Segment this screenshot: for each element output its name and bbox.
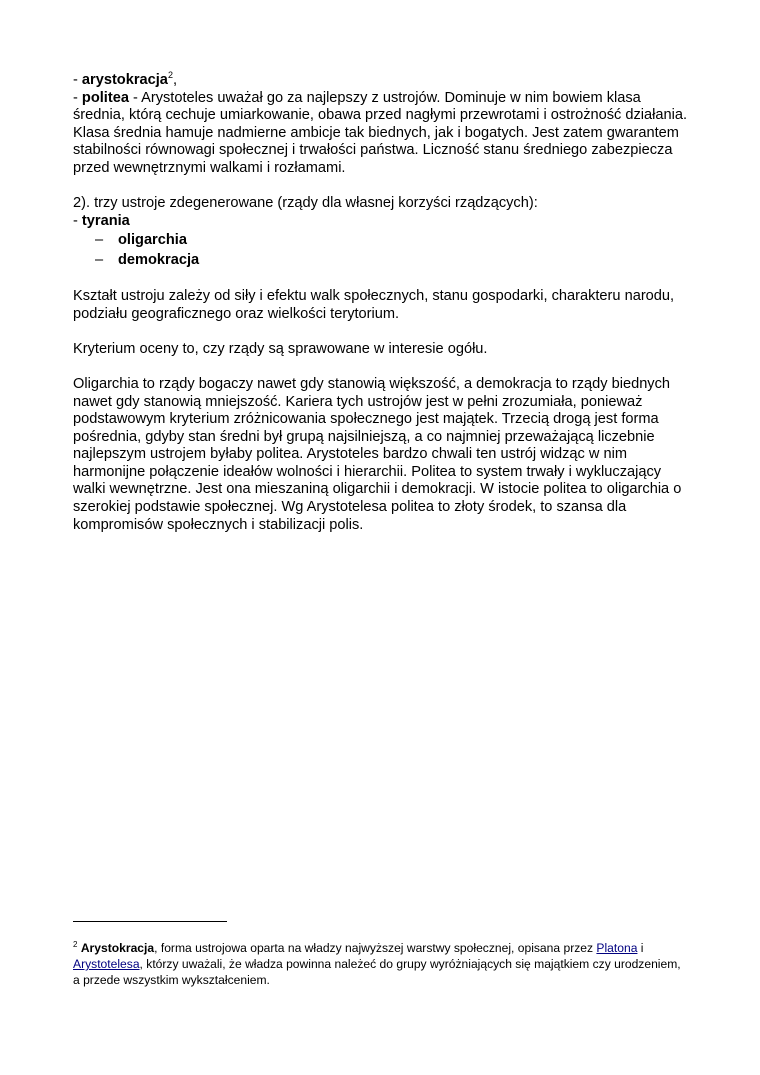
- paragraph-spacer: [73, 323, 689, 341]
- politea-description: - Arystoteles uważał go za najlepszy z ustrojów. Dominuje w nim bowiem klasa średnia, którą cechuje umiarkowanie, obawa przed nagłymi przewrotami i ostrożność działania. Klasa średnia hamuje nadmierne ambicje tak biednych, jak i bogatych. Jest zatem gwarantem stabilności równowagi społecznej i trwałości państwa. Liczność stanu średniego zabezpiecza przed wewnętrznymi walkami i rozłamami.: [73, 89, 688, 176]
- aristocracy-line: [73, 72, 689, 90]
- paragraph-spacer: [73, 178, 689, 196]
- paragraph-spacer: [73, 358, 689, 376]
- dash-prefix: -: [73, 212, 82, 229]
- list-dash: –: [95, 232, 104, 249]
- politea-term: politea: [81, 89, 129, 106]
- paragraph-criterion: Kryterium oceny to, czy rządy są sprawowane w interesie ogółu.: [73, 340, 488, 357]
- dash-prefix: -: [73, 72, 82, 88]
- line-suffix: ,: [172, 72, 178, 88]
- tyrania-line: [73, 213, 689, 231]
- list-item-demokracja: [73, 250, 689, 270]
- aristocracy-term: arystokracja: [81, 72, 168, 88]
- footnote-text: i: [637, 941, 644, 955]
- footnote-term: Arystokracja: [80, 941, 155, 955]
- list-item-label: oligarchia: [118, 232, 187, 249]
- paragraph-system-shape: Kształt ustroju zależy od siły i efektu walk społecznych, stanu gospodarki, charakteru narodu, podziału geograficznego oraz wielkości terytorium.: [73, 287, 675, 322]
- footnote-separator: [73, 921, 227, 922]
- list-item-oligarchia: [73, 230, 689, 250]
- footnote-text: , którzy uważali, że władza powinna należeć do grupy wyróżniających się majątkiem czy urodzeniem, a przede wszystkim wykształceniem.: [73, 957, 681, 988]
- list-dash: –: [95, 252, 104, 269]
- footnote-text: , forma ustrojowa oparta na władzy najwyższej warstwy społecznej, opisana przez: [154, 941, 597, 955]
- footnote-number: 2: [73, 939, 78, 949]
- link-arystotelesa[interactable]: Arystotelesa: [73, 957, 140, 972]
- dash-prefix: -: [73, 89, 82, 106]
- document-body: [73, 72, 689, 534]
- paragraph-oligarchy: Oligarchia to rządy bogaczy nawet gdy stanowią większość, a demokracja to rządy biednych nawet gdy stanowią mniejszość. Kariera tych ustrojów jest w pełni zrozumiała, ponieważ podstawowym kryterium zróżnicowania społecznego jest majątek. Trzecią drogą jest forma pośrednia, gdyby stan średni był grupą najsilniejszą, a co najmniej przeważającą liczebnie najlepszym ustrojem byłaby politea. Arystoteles bardzo chwali ten ustrój widząc w nim harmonijne połączenie ideałów wolności i hierarchii. Politea to system trwały i wykluczający walki wewnętrzne. Jest ona mieszaniną oligarchii i demokracji. W istocie politea to oligarchia o szerokiej podstawie społecznej. Wg Arystotelesa politea to złoty środek, to szansa dla kompromisów społecznych i stabilizacji polis.: [73, 375, 682, 533]
- politea-paragraph: [73, 90, 689, 178]
- tyrania-term: tyrania: [81, 212, 130, 229]
- list-item-label: demokracja: [118, 252, 200, 269]
- link-platona[interactable]: Platona: [596, 941, 638, 955]
- degenerate-systems-list: [73, 230, 689, 270]
- footnote: [73, 940, 689, 989]
- paragraph-spacer: [73, 270, 689, 288]
- footnote-reference[interactable]: 2: [167, 70, 173, 81]
- degenerate-systems-intro: 2). trzy ustroje zdegenerowane (rządy dla własnej korzyści rządzących):: [73, 195, 538, 212]
